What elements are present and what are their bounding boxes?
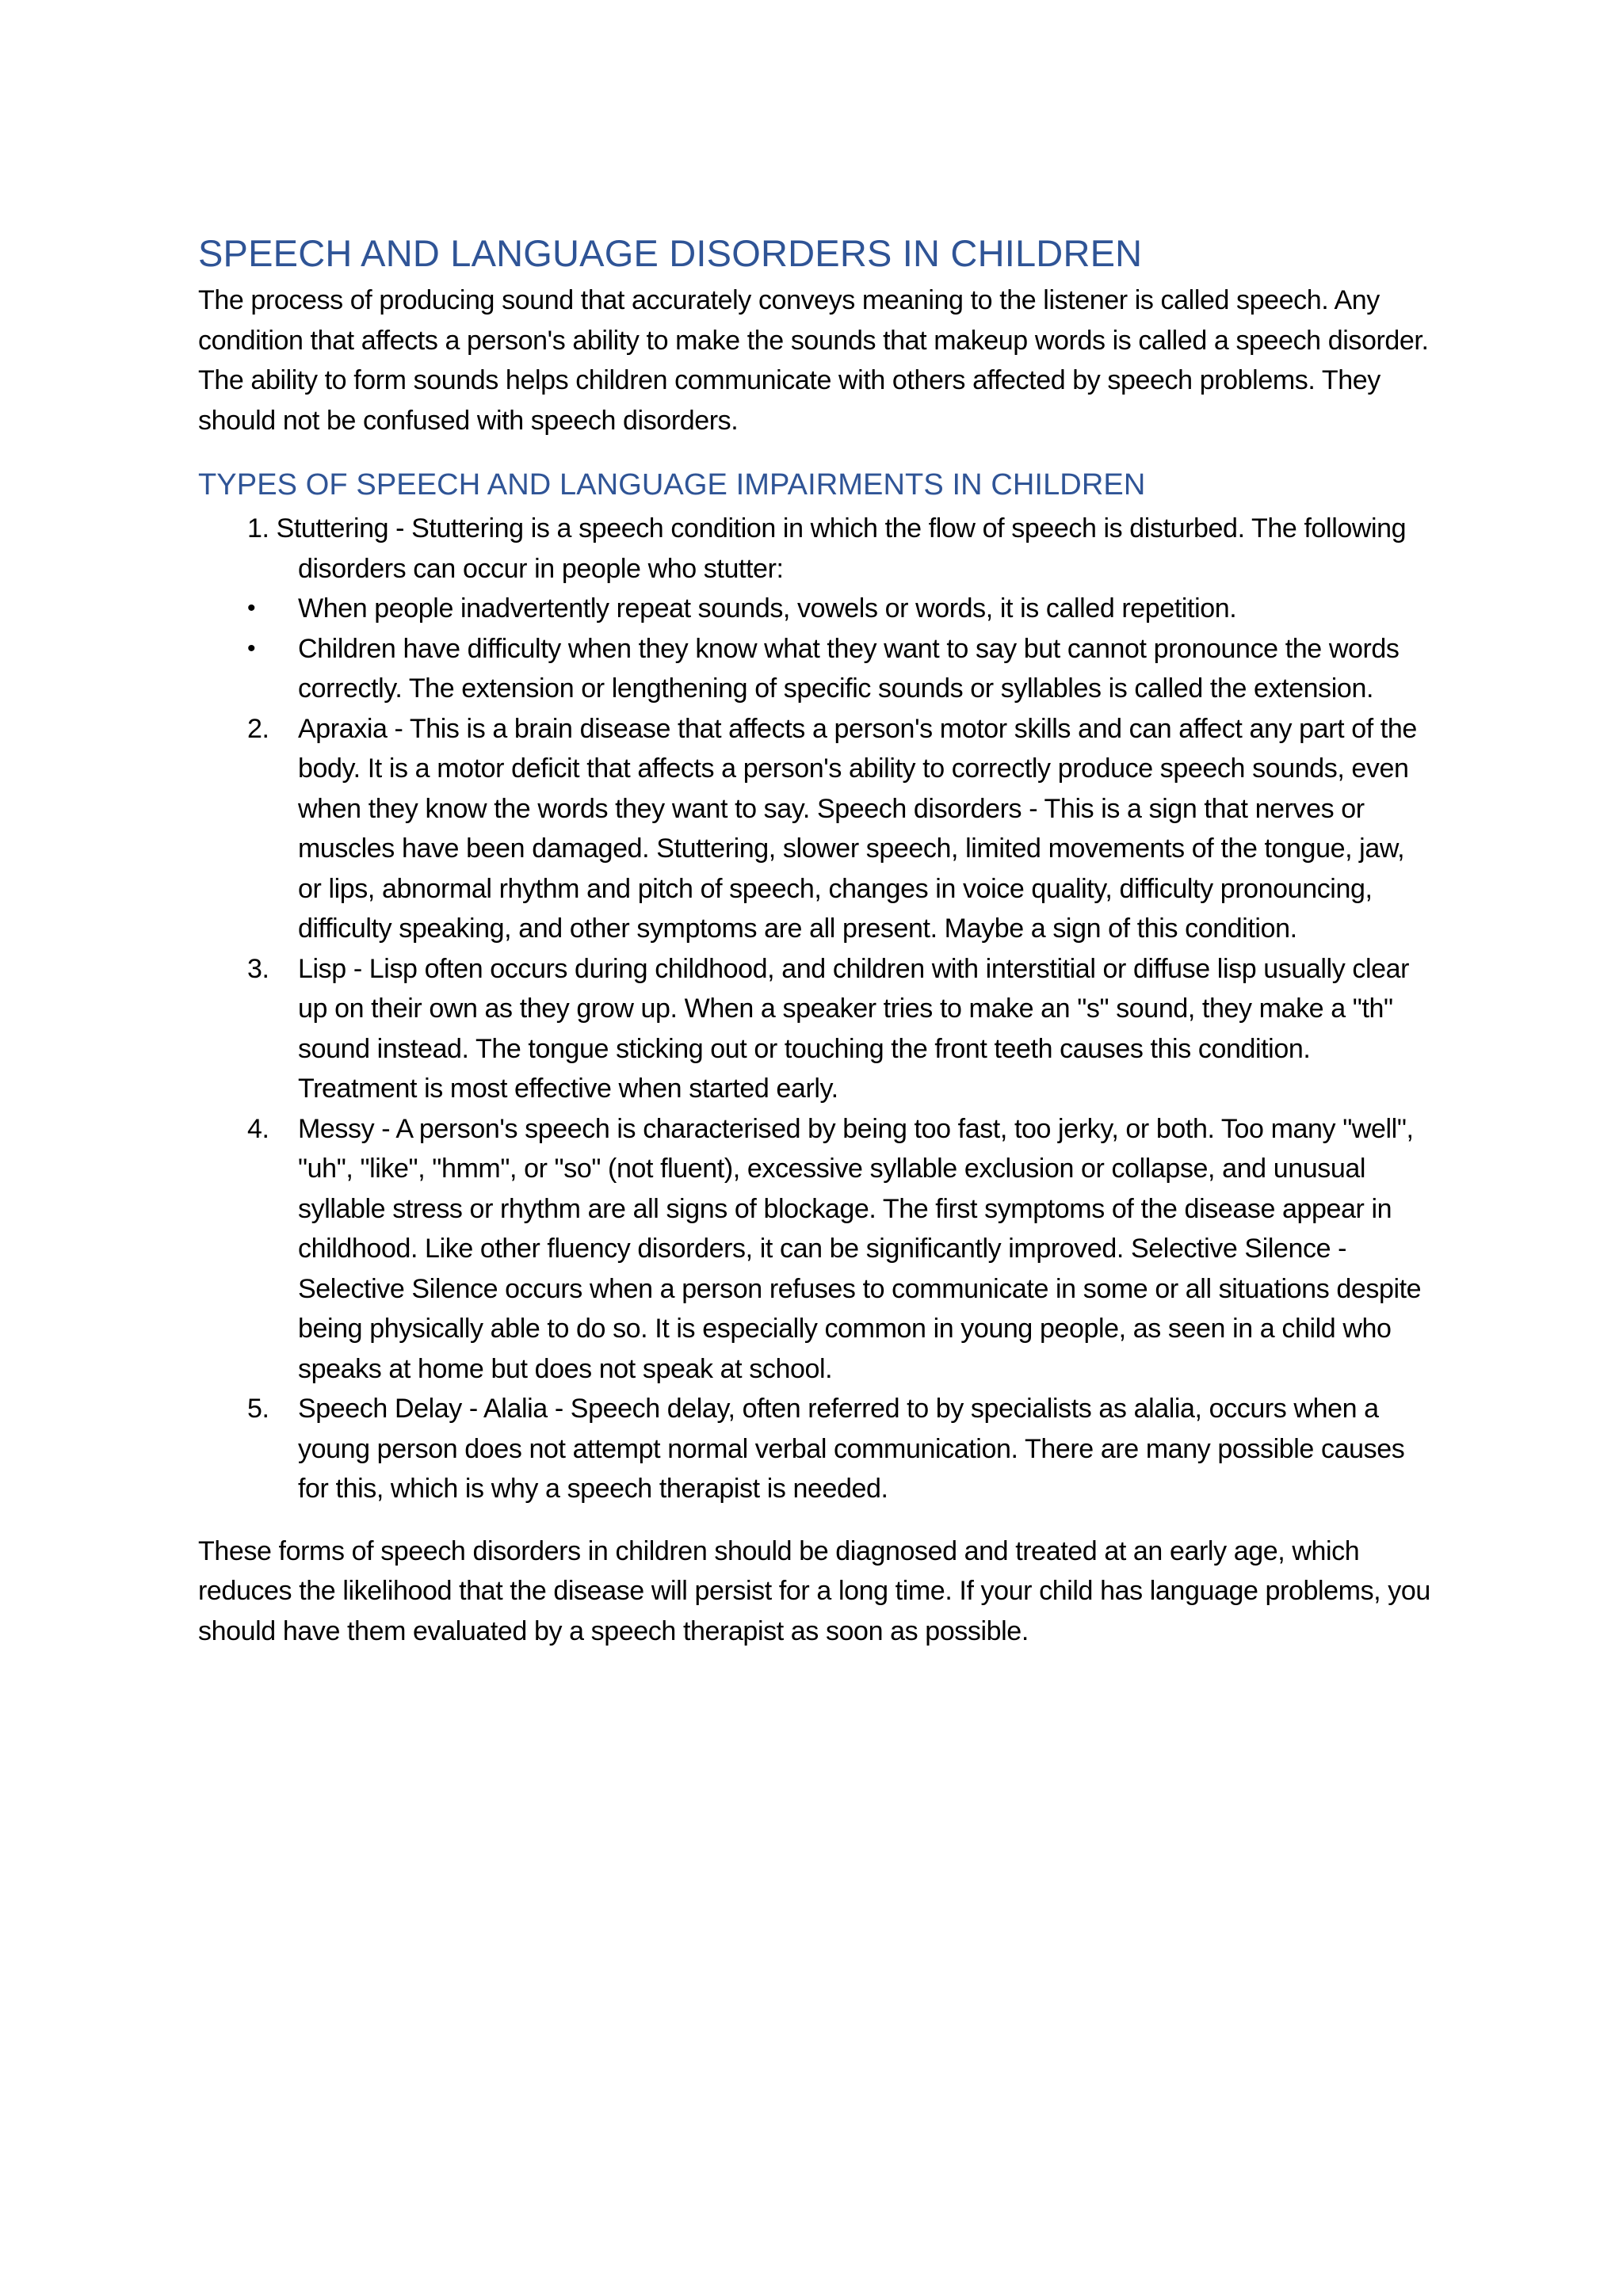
list-item-text: When people inadvertently repeat sounds, vowels or words, it is called repetition.: [298, 593, 1237, 624]
list-item-text: Stuttering - Stuttering is a speech condition in which the flow of speech is disturbed. The following disorders can occur in people who stutter:: [276, 513, 1407, 584]
list-item-marker: 2.: [247, 713, 269, 744]
bullet-icon: •: [247, 595, 256, 621]
list-item-text: Children have difficulty when they know what they want to say but cannot pronounce the words correctly. The extension or lengthening of specific sounds or syllables is called the extension.: [298, 633, 1400, 704]
list-item: [198, 509, 1434, 589]
list-item: [198, 629, 1434, 709]
list-item-marker: 3.: [247, 953, 269, 984]
list-item: [198, 1109, 1434, 1390]
impairments-list: [198, 509, 1434, 1509]
intro-paragraph: The process of producing sound that accurately conveys meaning to the listener is called speech. Any condition that affects a person's ability to make the sounds that makeup words is called a speech disorder. The ability to form sounds helps children communicate with others affected by speech problems. They should not be confused with speech disorders.: [198, 285, 1429, 436]
list-item-marker: 4.: [247, 1113, 269, 1144]
list-item-marker: 5.: [247, 1394, 269, 1424]
list-item-text: Speech Delay - Alalia - Speech delay, often referred to by specialists as alalia, occurs when a young person does not attempt normal verbal communication. There are many possible causes for this, which is why a speech therapist is needed.: [298, 1394, 1405, 1504]
list-item: [198, 949, 1434, 1109]
bullet-icon: •: [247, 635, 256, 662]
list-item: [198, 1389, 1434, 1509]
list-item-text: Messy - A person's speech is characterised by being too fast, too jerky, or both. Too many "well", "uh", "like", "hmm", or "so" (not fluent), excessive syllable exclusion or collapse, and unusual syllable stress or rhythm are all signs of blockage. The first symptoms of the disease appear in childhood. Like other fluency disorders, it can be significantly improved. Selective Silence - Selective Silence occurs when a person refuses to communicate in some or all situations despite being physically able to do so. It is especially common in young people, as seen in a child who speaks at home but does not speak at school.: [298, 1113, 1422, 1384]
list-item: [198, 709, 1434, 949]
document-page: [198, 230, 1434, 1651]
list-item-text: Lisp - Lisp often occurs during childhood, and children with interstitial or diffuse lisp usually clear up on their own as they grow up. When a speaker tries to make an "s" sound, they make a "th" sound instead. The tongue sticking out or touching the front teeth causes this condition. Treatment is most effective when started early.: [298, 953, 1410, 1104]
closing-paragraph: These forms of speech disorders in children should be diagnosed and treated at an early age, which reduces the likelihood that the disease will persist for a long time. If your child has language problems, you should have them evaluated by a speech therapist as soon as possible.: [198, 1535, 1430, 1646]
list-item: [198, 589, 1434, 629]
list-item-marker: 1.: [247, 513, 269, 543]
section-heading: TYPES OF SPEECH AND LANGUAGE IMPAIRMENTS IN CHILDREN: [198, 468, 1146, 502]
document-title: SPEECH AND LANGUAGE DISORDERS IN CHILDREN: [198, 232, 1143, 274]
list-item-text: Apraxia - This is a brain disease that affects a person's motor skills and can affect any part of the body. It is a motor deficit that affects a person's ability to correctly produce speech sounds, even when they know the words they want to say. Speech disorders - This is a sign that nerves or muscles have been damaged. Stuttering, slower speech, limited movements of the tongue, jaw, or lips, abnormal rhythm and pitch of speech, changes in voice quality, difficulty pronouncing, difficulty speaking, and other symptoms are all present. Maybe a sign of this condition.: [298, 713, 1417, 944]
